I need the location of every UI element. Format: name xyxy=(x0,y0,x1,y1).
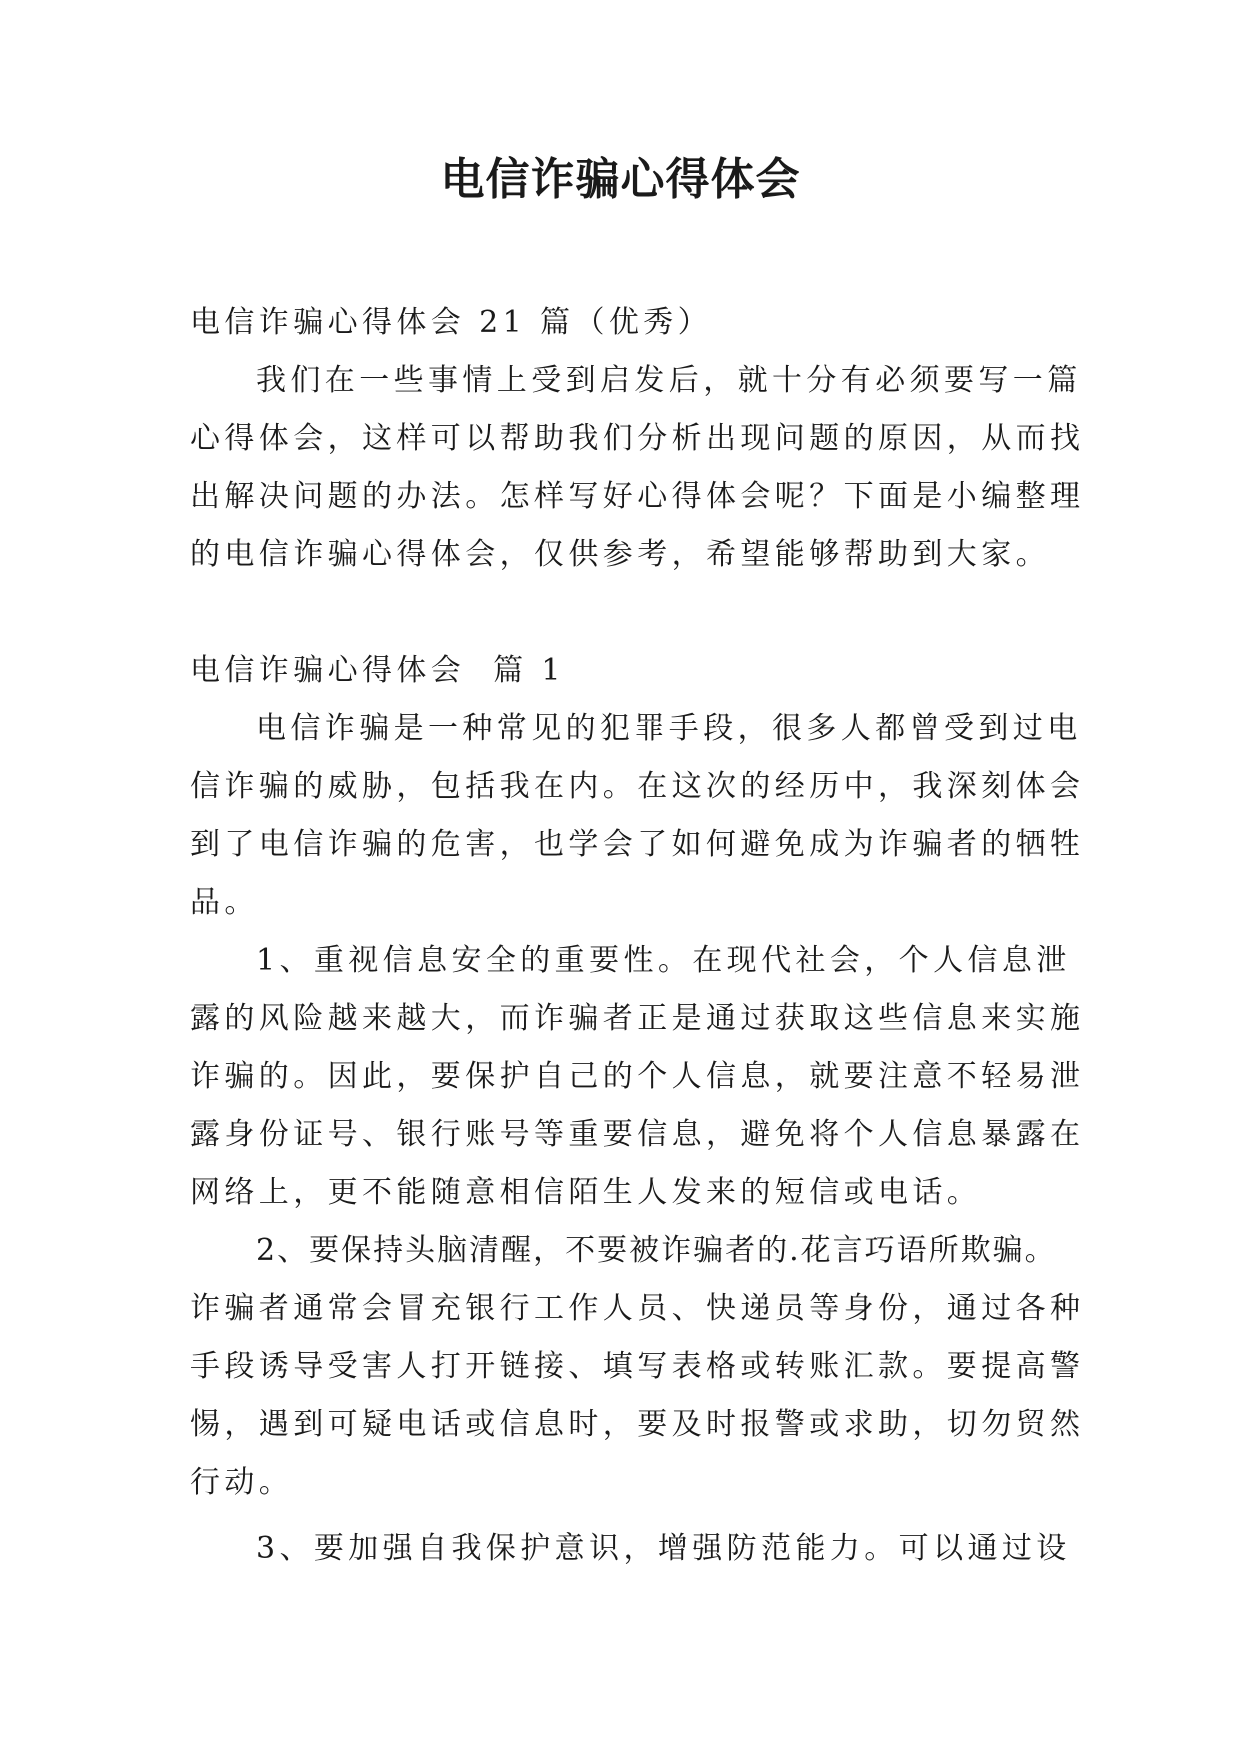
paragraph-line: 的电信诈骗心得体会，仅供参考，希望能够帮助到大家。 xyxy=(190,537,1050,572)
paragraph-line: 1、重视信息安全的重要性。在现代社会，个人信息泄 xyxy=(256,943,1071,978)
paragraph-line: 2、要保持头脑清醒，不要被诈骗者的.花言巧语所欺骗。 xyxy=(256,1233,1057,1268)
spacer xyxy=(190,1512,1052,1520)
paragraph xyxy=(190,932,1085,1222)
paragraph-line: 行动。 xyxy=(190,1465,294,1500)
paragraph-line: 露的风险越来越大，而诈骗者正是通过获取这些信息来实施 xyxy=(190,1001,1085,1036)
paragraph-line: 3、要加强自我保护意识，增强防范能力。可以通过设 xyxy=(256,1531,1071,1566)
document-body xyxy=(190,294,1085,1578)
spacer xyxy=(190,584,1052,642)
paragraph-line: 网络上，更不能随意相信陌生人发来的短信或电话。 xyxy=(190,1175,982,1210)
paragraph xyxy=(190,1222,1085,1512)
page-title: 电信诈骗心得体会 xyxy=(440,154,801,205)
paragraph xyxy=(190,1520,1071,1578)
document-subtitle: 电信诈骗心得体会 21 篇（优秀） xyxy=(190,305,713,340)
paragraph-line: 露身份证号、银行账号等重要信息，避免将个人信息暴露在 xyxy=(190,1117,1085,1152)
section-heading: 电信诈骗心得体会 篇 1 xyxy=(190,653,565,688)
intro-paragraph xyxy=(190,352,1085,584)
paragraph-line: 惕，遇到可疑电话或信息时，要及时报警或求助，切勿贸然 xyxy=(190,1407,1085,1442)
paragraph-line: 诈骗的。因此，要保护自己的个人信息，就要注意不轻易泄 xyxy=(190,1059,1085,1094)
paragraph-line: 出解决问题的办法。怎样写好心得体会呢？下面是小编整理 xyxy=(190,479,1085,514)
paragraph-line: 品。 xyxy=(190,885,259,920)
paragraph-line: 心得体会，这样可以帮助我们分析出现问题的原因，从而找 xyxy=(190,421,1085,456)
paragraph-line: 到了电信诈骗的危害，也学会了如何避免成为诈骗者的牺牲 xyxy=(190,827,1085,862)
paragraph-line: 信诈骗的威胁，包括我在内。在这次的经历中，我深刻体会 xyxy=(190,769,1085,804)
paragraph-line: 诈骗者通常会冒充银行工作人员、快递员等身份，通过各种 xyxy=(190,1291,1085,1326)
paragraph-line: 我们在一些事情上受到启发后，就十分有必须要写一篇 xyxy=(256,363,1082,398)
paragraph xyxy=(190,700,1085,932)
paragraph-line: 手段诱导受害人打开链接、填写表格或转账汇款。要提高警 xyxy=(190,1349,1085,1384)
paragraph-line: 电信诈骗是一种常见的犯罪手段，很多人都曾受到过电 xyxy=(256,711,1082,746)
